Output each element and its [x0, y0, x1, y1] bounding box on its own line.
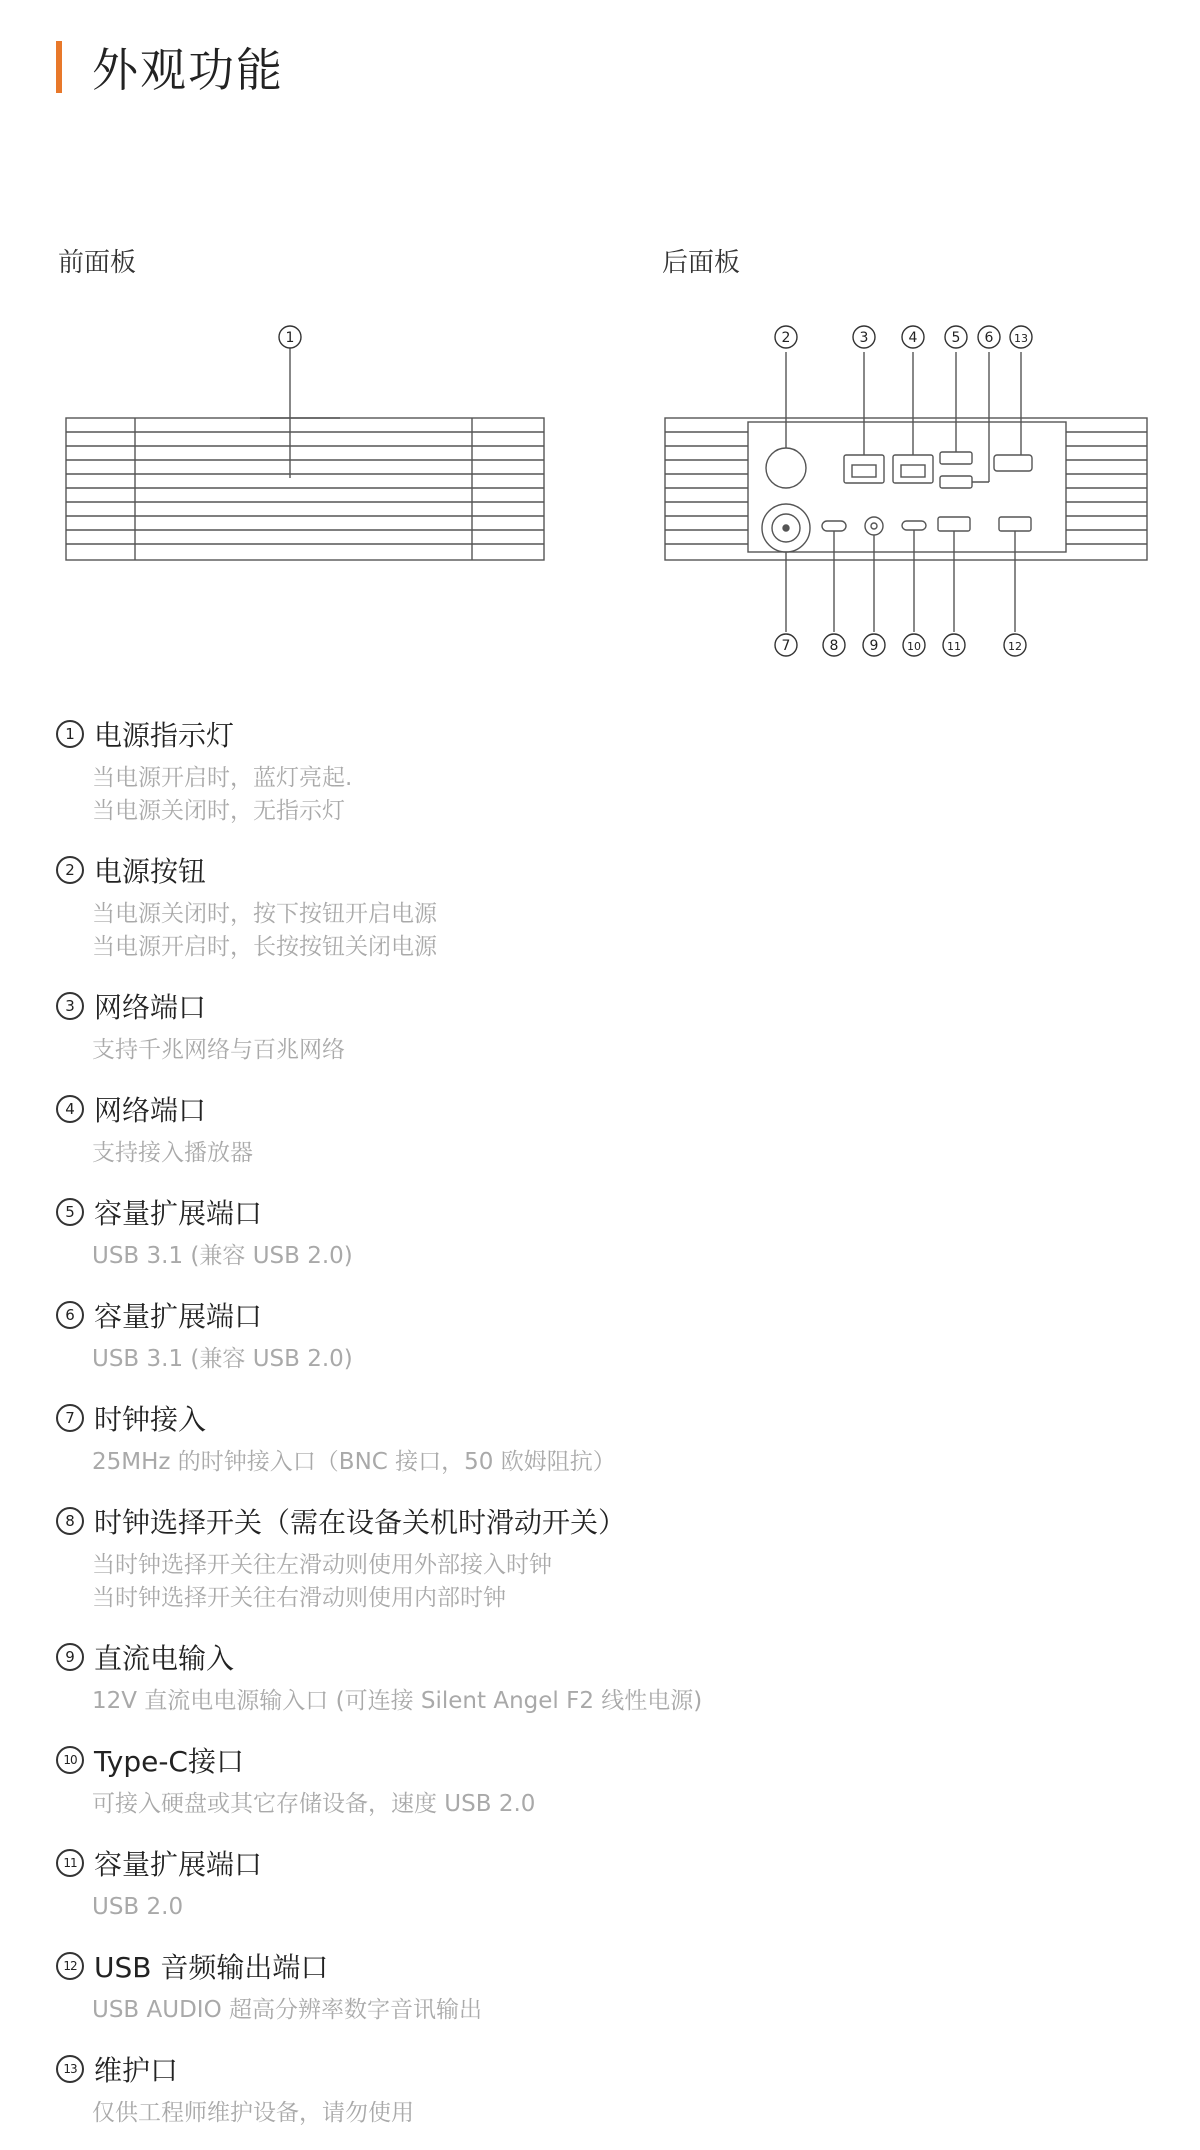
- feature-item: [56, 2047, 1136, 2130]
- feature-description-line: 当电源关闭时，按下按钮开启电源: [92, 901, 437, 927]
- feature-description-line: 当时钟选择开关往右滑动则使用内部时钟: [92, 1585, 506, 1611]
- usb-port-icon: [940, 476, 972, 488]
- feature-description-line: 12V 直流电电源输入口 (可连接 Silent Angel F2 线性电源): [92, 1688, 703, 1714]
- callout-marker-2: [775, 326, 797, 348]
- front-panel-drawing: [66, 348, 544, 560]
- feature-number-badge: 3: [56, 992, 84, 1020]
- feature-title: USB 音频输出端口: [94, 1951, 329, 1984]
- feature-description-line: USB 2.0: [92, 1894, 184, 1920]
- feature-title: 容量扩展端口: [94, 1300, 263, 1333]
- usb-port-icon: [940, 452, 972, 464]
- type-c-port-icon: [902, 521, 926, 530]
- feature-number-badge: 1: [56, 720, 84, 748]
- callout-number: 5: [951, 330, 961, 346]
- feature-title: 容量扩展端口: [94, 1197, 263, 1230]
- feature-title: 网络端口: [94, 991, 207, 1024]
- feature-title: 电源指示灯: [94, 719, 235, 752]
- feature-item-header: [56, 1738, 1136, 1782]
- feature-number-badge: 10: [56, 1746, 84, 1774]
- feature-description: [56, 1034, 1136, 1067]
- feature-item-header: [56, 2047, 1136, 2091]
- callout-marker-6: [978, 326, 1000, 348]
- feature-item: [56, 848, 1136, 964]
- feature-item: [56, 1087, 1136, 1170]
- callout-number: 2: [781, 330, 791, 346]
- callout-number: 12: [1008, 640, 1022, 653]
- feature-description-line: 支持接入播放器: [92, 1140, 253, 1166]
- feature-list: [56, 712, 1136, 2150]
- hdmi-port-icon: [994, 455, 1032, 471]
- feature-item: [56, 1635, 1136, 1718]
- feature-item-header: [56, 1635, 1136, 1679]
- feature-title: 网络端口: [94, 1094, 207, 1127]
- feature-number-badge: 13: [56, 2055, 84, 2083]
- power-button-icon: [766, 448, 806, 488]
- feature-item: [56, 1841, 1136, 1924]
- feature-number-badge: 7: [56, 1404, 84, 1432]
- feature-description: [56, 898, 1136, 964]
- feature-title: 容量扩展端口: [94, 1848, 263, 1881]
- ethernet-port-icon: [893, 455, 933, 483]
- callout-number: 10: [907, 640, 921, 653]
- feature-item-header: [56, 848, 1136, 892]
- feature-item-header: [56, 1087, 1136, 1131]
- ethernet-port-icon: [844, 455, 884, 483]
- feature-title: 维护口: [94, 2054, 179, 2087]
- feature-description-line: USB AUDIO 超高分辨率数字音讯输出: [92, 1997, 483, 2023]
- feature-item: [56, 1738, 1136, 1821]
- feature-description: [56, 1994, 1136, 2027]
- page-title: 外观功能: [92, 43, 284, 97]
- feature-description: [56, 1137, 1136, 1170]
- feature-title: 直流电输入: [94, 1642, 235, 1675]
- callout-marker-7: [775, 634, 797, 656]
- feature-description: [56, 1685, 1136, 1718]
- feature-description: [56, 1891, 1136, 1924]
- feature-description-line: 可接入硬盘或其它存储设备，速度 USB 2.0: [92, 1791, 536, 1817]
- callout-number: 3: [859, 330, 869, 346]
- callout-marker-3: [853, 326, 875, 348]
- feature-item-header: [56, 1841, 1136, 1885]
- feature-number-badge: 5: [56, 1198, 84, 1226]
- slide-switch-icon: [822, 521, 846, 531]
- feature-item: [56, 1944, 1136, 2027]
- callout-number: 7: [781, 638, 791, 654]
- feature-item: [56, 1293, 1136, 1376]
- feature-description-line: 仅供工程师维护设备，请勿使用: [92, 2100, 414, 2126]
- feature-item: [56, 1499, 1136, 1615]
- callout-marker-10: [903, 634, 925, 656]
- feature-description-line: 支持千兆网络与百兆网络: [92, 1037, 345, 1063]
- usb-port-icon: [999, 517, 1031, 531]
- callout-marker-11: [943, 634, 965, 656]
- feature-title: 时钟接入: [94, 1403, 207, 1436]
- feature-item: [56, 984, 1136, 1067]
- callout-number: 1: [285, 330, 295, 346]
- feature-item-header: [56, 712, 1136, 756]
- feature-title: 时钟选择开关（需在设备关机时滑动开关）: [94, 1506, 627, 1539]
- feature-item-header: [56, 1293, 1136, 1337]
- feature-description-line: 当时钟选择开关往左滑动则使用外部接入时钟: [92, 1552, 552, 1578]
- callout-number: 13: [1014, 332, 1028, 345]
- feature-item-header: [56, 1396, 1136, 1440]
- feature-number-badge: 8: [56, 1507, 84, 1535]
- feature-number-badge: 6: [56, 1301, 84, 1329]
- feature-description-line: 当电源开启时，蓝灯亮起.: [92, 765, 353, 791]
- feature-description: [56, 762, 1136, 828]
- callout-marker-8: [823, 634, 845, 656]
- accent-bar: [56, 41, 62, 93]
- feature-number-badge: 4: [56, 1095, 84, 1123]
- feature-description: [56, 2097, 1136, 2130]
- callout-marker-9: [863, 634, 885, 656]
- feature-description-line: 当电源开启时，长按按钮关闭电源: [92, 934, 437, 960]
- feature-title: 电源按钮: [94, 855, 207, 888]
- dc-input-icon: [865, 517, 883, 535]
- feature-description-line: 当电源关闭时，无指示灯: [92, 798, 345, 824]
- feature-item: [56, 712, 1136, 828]
- front-panel-label: 前面板: [58, 248, 137, 278]
- feature-item-header: [56, 1499, 1136, 1543]
- device-diagram: [0, 300, 1200, 680]
- feature-description: [56, 1343, 1136, 1376]
- feature-number-badge: 9: [56, 1643, 84, 1671]
- feature-item-header: [56, 984, 1136, 1028]
- callout-number: 4: [908, 330, 918, 346]
- feature-description-line: 25MHz 的时钟接入口（BNC 接口，50 欧姆阻抗）: [92, 1449, 616, 1475]
- feature-description-line: USB 3.1 (兼容 USB 2.0): [92, 1346, 353, 1372]
- feature-title: Type-C接口: [94, 1745, 244, 1778]
- rear-panel-label: 后面板: [662, 248, 741, 278]
- callout-marker-5: [945, 326, 967, 348]
- page-header: [56, 38, 284, 96]
- callout-number: 9: [869, 638, 879, 654]
- feature-item: [56, 1396, 1136, 1479]
- usb-port-icon: [938, 517, 970, 531]
- feature-number-badge: 12: [56, 1952, 84, 1980]
- feature-number-badge: 11: [56, 1849, 84, 1877]
- feature-description: [56, 1240, 1136, 1273]
- rear-panel-drawing: [665, 352, 1147, 632]
- callout-marker-12: [1004, 634, 1026, 656]
- callout-marker-13: [1010, 326, 1032, 348]
- feature-item: [56, 1190, 1136, 1273]
- feature-description-line: USB 3.1 (兼容 USB 2.0): [92, 1243, 353, 1269]
- feature-number-badge: 2: [56, 856, 84, 884]
- feature-item-header: [56, 1190, 1136, 1234]
- callout-number: 11: [947, 640, 961, 653]
- feature-description: [56, 1788, 1136, 1821]
- feature-description: [56, 1446, 1136, 1479]
- callout-marker-1: [279, 326, 301, 348]
- feature-item-header: [56, 1944, 1136, 1988]
- callout-number: 6: [984, 330, 994, 346]
- callout-number: 8: [829, 638, 839, 654]
- callout-marker-4: [902, 326, 924, 348]
- feature-description: [56, 1549, 1136, 1615]
